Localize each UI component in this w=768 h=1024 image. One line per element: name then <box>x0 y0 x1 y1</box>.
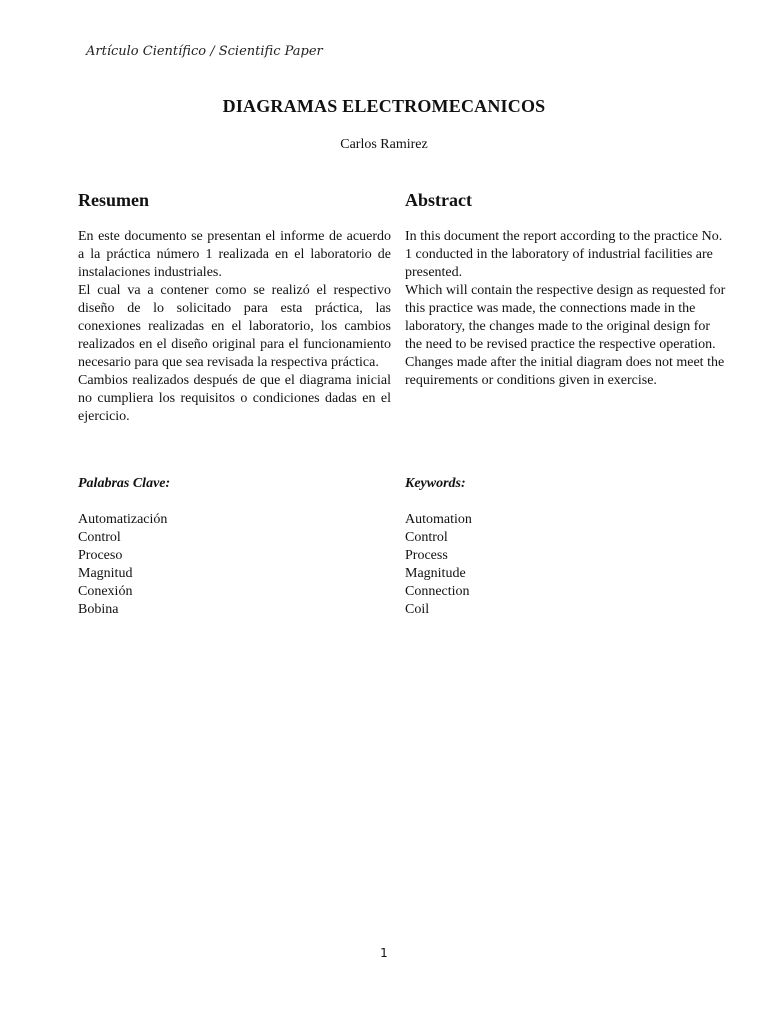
resumen-paragraph: Cambios realizados después de que el diagrama inicial no cumpliera los requisitos o condiciones dadas en el ejercicio. <box>78 373 391 424</box>
keyword-item: Conexión <box>78 584 133 599</box>
resumen-paragraph: El cual va a contener como se realizó el respectivo diseño de lo solicitado para esta práctica, las conexiones realizadas en el laboratorio, los cambios realizados en el diseño original para el funcionamiento necesario para que sea revisada la respectiva práctica. <box>78 283 391 370</box>
keyword-item: Automatización <box>78 512 168 527</box>
keyword-item: Magnitud <box>78 566 133 581</box>
palabras-clave-list <box>78 511 167 619</box>
header-note: Artículo Científico / Scientific Paper <box>86 44 323 59</box>
resumen-heading: Resumen <box>78 190 149 210</box>
keywords-list <box>405 511 472 619</box>
resumen-section <box>78 188 391 426</box>
keyword-item: Connection <box>405 584 470 599</box>
resumen-body <box>78 228 391 426</box>
abstract-paragraph: Which will contain the respective design as requested for this practice was made, the connections made in the laboratory, the changes made to the original design for the need to be revised practice the respective operation. <box>405 283 726 352</box>
keywords-heading: Keywords: <box>405 476 466 491</box>
keyword-item: Control <box>78 530 121 545</box>
keyword-item: Coil <box>405 602 430 617</box>
resumen-paragraph: En este documento se presentan el informe de acuerdo a la práctica número 1 realizada en el laboratorio de instalaciones industriales. <box>78 229 391 280</box>
keyword-item: Control <box>405 530 448 545</box>
author-name: Carlos Ramirez <box>340 137 428 152</box>
keyword-item: Bobina <box>78 602 119 617</box>
keyword-item: Automation <box>405 512 472 527</box>
abstract-section <box>405 188 730 390</box>
abstract-paragraph: In this document the report according to the practice No. 1 conducted in the laboratory of industrial facilities are presented. <box>405 229 723 280</box>
keyword-item: Magnitude <box>405 566 466 581</box>
paper-title: DIAGRAMAS ELECTROMECANICOS <box>222 96 546 116</box>
abstract-body <box>405 228 730 390</box>
page-number: 1 <box>380 946 388 960</box>
abstract-heading: Abstract <box>405 190 472 210</box>
palabras-clave-heading: Palabras Clave: <box>78 476 171 491</box>
keyword-item: Process <box>405 548 448 563</box>
abstract-paragraph: Changes made after the initial diagram does not meet the requirements or conditions given in exercise. <box>405 355 725 388</box>
keyword-item: Proceso <box>78 548 123 563</box>
